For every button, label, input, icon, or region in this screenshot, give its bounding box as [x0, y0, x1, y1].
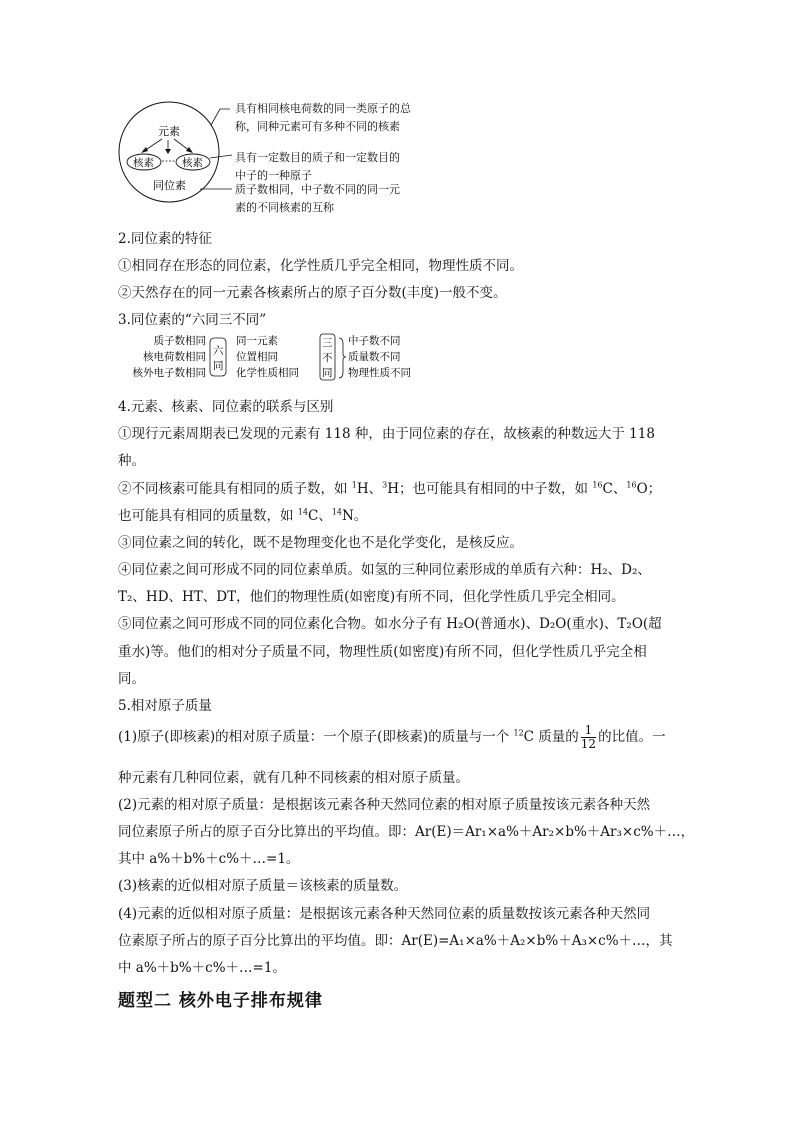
right-item: 物理性质不同 [348, 367, 411, 379]
element-note-line2: 称，同种元素可有多种不同的核素 [235, 120, 400, 133]
three-char-2: 不 [322, 352, 333, 364]
six-char-2: 同 [213, 360, 224, 372]
section-4-p4b: T₂、HD、HT、DT，他们的物理性质(如密度)有所不同，但化学性质几乎完全相同。 [118, 589, 625, 605]
nuclide-right-label: 核素 [182, 157, 203, 169]
mid-item: 同一元素 [236, 335, 278, 347]
section-4-p5b: 重水)等。他们的相对分子质量不同，物理性质(如密度)有所不同，但化学性质几乎完全相 [118, 644, 647, 660]
right-item: 中子数不同 [348, 335, 401, 347]
section-5-p2a: (2)元素的相对原子质量：是根据该元素各种天然同位素的相对原子质量按该元素各种天然 [118, 797, 651, 813]
isotope-note-line2: 素的不同核素的互称 [235, 201, 334, 214]
section-4-p1a: ①现行元素周期表已发现的元素有 118 种，由于同位素的存在，故核素的种数远大于 118 [118, 426, 655, 442]
section-2-p2: ②天然存在的同一元素各核素所占的原子百分数(丰度)一般不变。 [118, 285, 507, 301]
section-5-p1a: (1)原子(即核素)的相对原子质量：一个原子(即核素)的质量与一个 $^{12}$C 质量的 $\frac{1}{12}$ 的比值。一 [118, 723, 666, 751]
six-same-three-different-diagram [118, 332, 428, 384]
section-5-p4a: (4)元素的近似相对原子质量：是根据该元素各种天然同位素的质量数按该元素各种天然同 [118, 906, 651, 922]
section-4-p4a: ④同位素之间可形成不同的同位素单质。如氢的三种同位素形成的单质有六种：H₂、D₂、 [118, 562, 651, 578]
mid-item: 位置相同 [236, 351, 278, 363]
left-item: 核外电子数相同 [132, 367, 206, 379]
section-4-p3: ③同位素之间的转化，既不是物理变化也不是化学变化，是核反应。 [118, 535, 523, 551]
section-5-p2c: 其中 a%＋b%＋c%＋…=1。 [118, 851, 300, 867]
left-item: 质子数相同 [153, 335, 206, 347]
section-4-p2a: ②不同核素可能具有相同的质子数，如 $^1$H、$^3$H；也可能具有相同的中子数，如 $^{16}$C、$^{16}$O； [118, 480, 662, 497]
element-note-line1: 具有相同核电荷数的同一类原子的总 [235, 102, 411, 115]
section-4-p2b: 也可能具有相同的质量数，如 $^{14}$C、$^{14}$N。 [118, 507, 368, 524]
three-char-3: 同 [322, 367, 333, 379]
section-3-title: 3.同位素的“六同三不同” [118, 312, 267, 328]
nuclide-note-line2: 中子的一种原子 [235, 169, 312, 182]
section-4-p1b: 种。 [118, 453, 145, 469]
left-item: 核电荷数相同 [143, 351, 206, 363]
nuclide-left-label: 核素 [133, 157, 154, 169]
section-5-p4b: 位素原子所占的原子百分比算出的平均值。即：Ar(E)=A₁×a%＋A₂×b%＋A₃×c%＋…，其 [118, 933, 673, 949]
section-4-p5a: ⑤同位素之间可形成不同的同位素化合物。如水分子有 H₂O(普通水)、D₂O(重水)、T₂O(超 [118, 616, 662, 632]
section-5-p4c: 中 a%＋b%＋c%＋…=1。 [118, 960, 286, 976]
nuclide-note-line1: 具有一定数目的质子和一定数目的 [235, 151, 400, 164]
element-label: 元素 [158, 125, 180, 138]
section-5-p3: (3)核素的近似相对原子质量＝该核素的质量数。 [118, 878, 408, 894]
three-char-1: 三 [322, 337, 333, 349]
right-item: 质量数不同 [348, 351, 401, 363]
section-5-p1b: 种元素有几种同位素，就有几种不同核素的相对原子质量。 [118, 770, 469, 786]
section-5-p2b: 同位素原子所占的原子百分比算出的平均值。即：Ar(E)＝Ar₁×a%＋Ar₂×b%＋Ar₃×c%＋…， [118, 824, 695, 840]
isotope-note-line1: 质子数相同，中子数不同的同一元 [235, 183, 400, 196]
section-2-p1: ①相同存在形态的同位素，化学性质几乎完全相同，物理性质不同。 [118, 258, 523, 274]
mid-item: 化学性质相同 [236, 367, 299, 379]
section-5-title: 5.相对原子质量 [118, 698, 212, 714]
six-char-1: 六 [213, 345, 224, 357]
section-4-p5c: 同。 [118, 671, 145, 687]
section-2-title: 2.同位素的特征 [118, 231, 212, 247]
isotope-label: 同位素 [153, 179, 186, 192]
section-4-title: 4.元素、核素、同位素的联系与区别 [118, 399, 334, 415]
question-type-2-heading: 题型二 核外电子排布规律 [118, 991, 323, 1011]
fraction-one-twelfth: $\frac{1}{12}$ [580, 723, 597, 751]
